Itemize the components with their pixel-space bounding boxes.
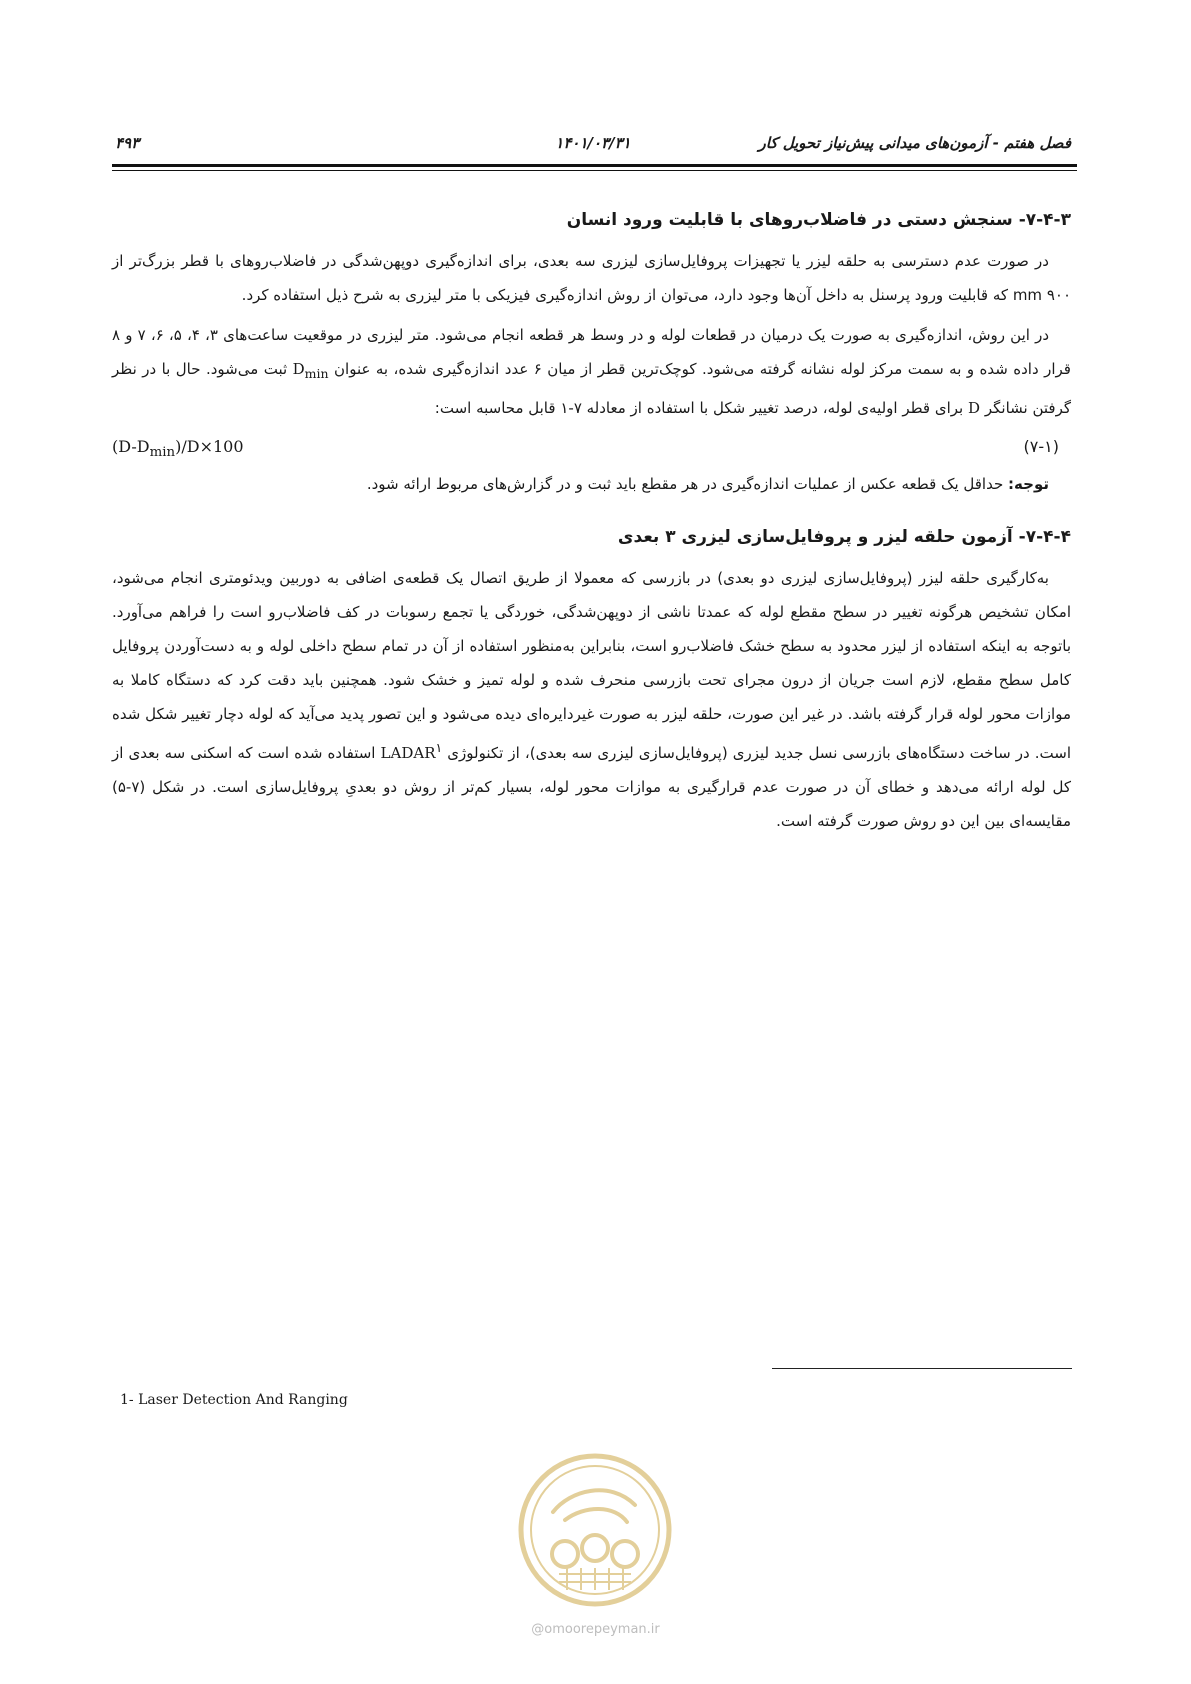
dmin-base: D: [292, 360, 305, 378]
equation-formula: [112, 437, 244, 460]
note-paragraph: [112, 467, 1071, 501]
page-number: ۴۹۳: [115, 134, 140, 152]
footnote-rule: [772, 1368, 1072, 1369]
section1-paragraph-1: در صورت عدم دسترسی به حلقه لیزر یا تجهیزات پروفایل‌سازی لیزری سه بعدی، برای اندازه‌گیری دوپهن‌شدگی در فاضلاب‌روهای با قطر بزرگ‌تر از ۹۰۰ mm که قابلیت ورود پرسنل به داخل آن‌ها وجود دارد، می‌توان از روش اندازه‌گیری فیزیکی با متر لیزری به شرح ذیل استفاده کرد.: [112, 252, 1071, 304]
p2-text-3: برای قطر اولیه‌ی لوله، درصد تغییر شکل با استفاده از معادله ۷-۱ قابل محاسبه است:: [434, 399, 964, 417]
note-label: توجه:: [1008, 475, 1049, 493]
footnote-1: 1- Laser Detection And Ranging: [120, 1392, 348, 1408]
section-heading-7-4-4: ۷-۴-۴- آزمون حلقه لیزر و پروفایل‌سازی لیزری ۳ بعدی: [617, 527, 1071, 547]
equation-part-2: )/D×100: [175, 437, 244, 456]
watermark-logo-icon: [515, 1450, 675, 1610]
section-heading-7-4-3: ۷-۴-۳- سنجش دستی در فاضلاب‌روهای با قابلیت ورود انسان: [566, 210, 1071, 230]
dmin-subscript: min: [304, 366, 329, 381]
header-date: ۱۴۰۱/۰۳/۳۱: [555, 134, 631, 152]
chapter-title: فصل هفتم - آزمون‌های میدانی پیش‌نیاز تحویل کار: [758, 134, 1071, 152]
s2-text-2: استفاده شده است که اسکنی سه بعدی از کل لوله ارائه می‌دهد و خطای آن در صورت عدم قرارگیری به موازات محور لوله، بسیار کم‌تر از روش دو بعدیِ پروفایل‌سازی است. در شکل (۷-۵) مقایسه‌ای بین این دو روش صورت گرفته است.: [112, 744, 1071, 830]
dmin-symbol: [292, 360, 329, 381]
section1-paragraph-2: [112, 318, 1071, 425]
main-content: [112, 210, 1071, 844]
note-text: حداقل یک قطعه عکس از عملیات اندازه‌گیری در هر مقطع باید ثبت و در گزارش‌های مربوط ارائه شود.: [366, 475, 1004, 493]
header-rule-thick: [112, 164, 1077, 167]
ladar-term: LADAR: [380, 744, 436, 762]
equation-7-1: [112, 431, 1071, 467]
footnote-ref[interactable]: ۱: [435, 740, 443, 755]
equation-number: (۷-۱): [1023, 437, 1059, 456]
watermark-site: @omoorepeyman.ir: [531, 1622, 660, 1637]
p2-text-2: ثبت می‌شود. حال با در نظر گرفتن نشانگر: [112, 360, 1071, 417]
d-symbol: D: [968, 399, 981, 417]
header-rule-thin: [112, 170, 1077, 171]
equation-subscript: min: [149, 445, 176, 461]
running-header: [115, 128, 1071, 158]
section2-paragraph-1: [112, 561, 1071, 838]
s2-text-1: به‌کارگیری حلقه لیزر (پروفایل‌سازی لیزری دو بعدی) در بازرسی که معمولا از طریق اتصال یک قطعه‌ی اضافی به دوربین ویدئومتری انجام می‌شود، امکان تشخیص هرگونه تغییر در سطح مقطع لوله که عمدتا ناشی از دوپهن‌شدگی، خوردگی یا تجمع رسوبات در کف فاضلاب‌رو است را فراهم می‌آورد. باتوجه به اینکه استفاده از لیزر محدود به سطح خشک فاضلاب‌رو است، بنابراین به‌منظور استفاده از آن در تمام سطح داخلی لوله و به دست‌آوردن پروفایل کامل سطح مقطع، لازم است جریان از درون مجرای تحت بازرسی منحرف شده و لوله تمیز و خشک شود. همچنین باید دقت کرد که دستگاه کاملا به موازات محور لوله قرار گرفته باشد. در غیر این صورت، حلقه لیزر به صورت غیردایره‌ای دیده می‌شود و این تصور پدید می‌آید که لوله دچار تغییر شکل شده است. در ساخت دستگاه‌های بازرسی نسل جدید لیزری (پروفایل‌سازی لیزری سه بعدی)، از تکنولوژی: [112, 569, 1071, 762]
equation-part-1: (D-D: [112, 437, 150, 456]
p2-text-1: در این روش، اندازه‌گیری به صورت یک درمیان در قطعات لوله و در وسط هر قطعه انجام می‌شود. متر لیزری در موقعیت ساعت‌های ۳، ۴، ۵، ۶، ۷ و ۸ قرار داده شده و به سمت مرکز لوله نشانه گرفته می‌شود. کوچک‌ترین قطر از میان ۶ عدد اندازه‌گیری شده، به عنوان: [112, 326, 1071, 378]
